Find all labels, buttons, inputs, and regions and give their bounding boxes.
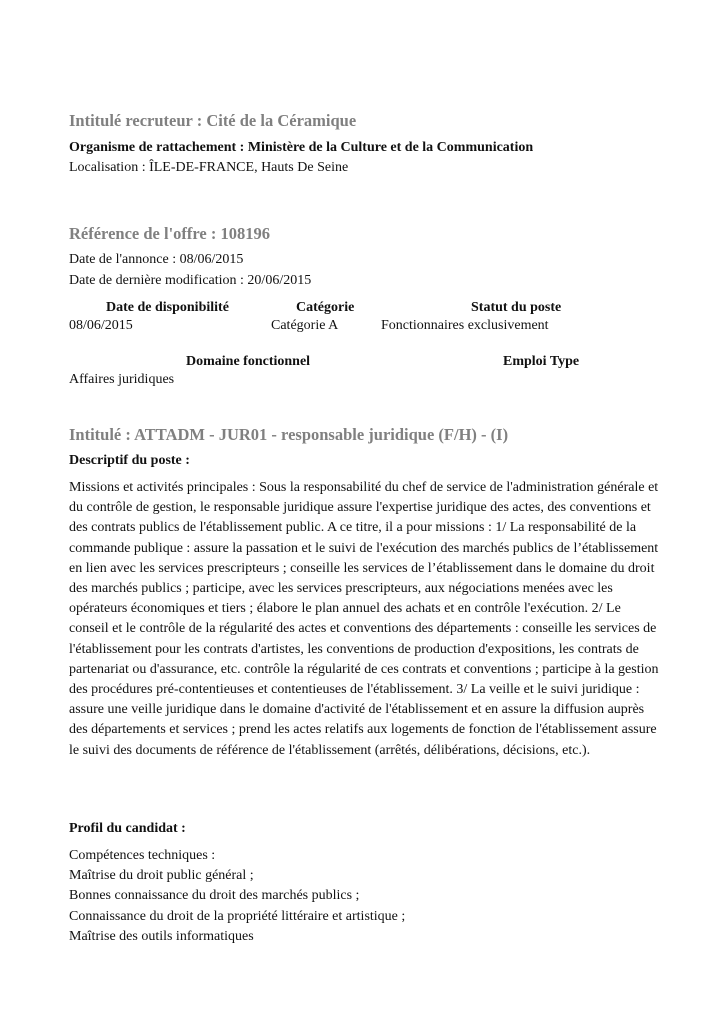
- date-annonce: Date de l'annonce : 08/06/2015: [69, 252, 244, 267]
- table-cell-domaine-fonctionnel: Affaires juridiques: [69, 372, 175, 387]
- localisation: Localisation : ÎLE-DE-FRANCE, Hauts De Seine: [69, 160, 349, 175]
- date-derniere-modification: Date de dernière modification : 20/06/2015: [69, 273, 312, 288]
- intitule-poste-title: Intitulé : ATTADM - JUR01 - responsable juridique (F/H) - (I): [69, 425, 509, 444]
- list-item: Bonnes connaissance du droit des marchés publics ;: [69, 888, 360, 904]
- table-cell-date-disponibilite: 08/06/2015: [69, 318, 133, 333]
- descriptif-text: Missions et activités principales : Sous la responsabilité du chef de service de l'administration générale et du contrôle de gestion, le responsable juridique assure l'expertise juridique des actes, des conventions et des contrats publics de l'établissement public. A ce titre, il a pour missions : 1/ La responsabilité de la commande publique : assure la passation et le suivi de l'exécution des marchés publics de l’établissement en lien avec les services prescripteurs ; conseille les services de l’établissement dans le domaine du droit des marchés publics ; participe, avec les services prescripteurs, aux négociations menées avec les opérateurs économiques et tiers ; élabore le plan annuel des achats et en contrôle l'exécution. 2/ Le conseil et le contrôle de la régularité des actes et conventions des départements : conseille les services de l'établissement pour les contrats d'artistes, les conventions de production d'expositions, les contrats de partenariat ou d'assurance, etc. contrôle la régularité de ces contrats et conventions ; participe à la gestion des procédures pré-contentieuses et contentieuses de l'établissement. 3/ La veille et le suivi juridique : assure une veille juridique dans le domaine d'activité de l'établissement et en assure la diffusion auprès des départements et services ; prend les actes relatifs aux logements de fonction de l'établissement assure le suivi des documents de référence de l'établissement (arrêtés, délibérations, décisions, etc.).: [69, 480, 659, 758]
- list-item: Connaissance du droit de la propriété littéraire et artistique ;: [69, 908, 406, 924]
- table-header-categorie: Catégorie: [296, 300, 355, 315]
- organisme-rattachement: Organisme de rattachement : Ministère de la Culture et de la Communication: [69, 140, 534, 155]
- table-cell-categorie: Catégorie A: [271, 318, 339, 333]
- profil-list: [69, 846, 405, 947]
- descriptif-label: Descriptif du poste :: [69, 453, 190, 468]
- table-header-statut-poste: Statut du poste: [471, 300, 562, 315]
- table-header-emploi-type: Emploi Type: [503, 354, 580, 369]
- table-header-domaine-fonctionnel: Domaine fonctionnel: [186, 354, 311, 369]
- table-cell-statut-poste: Fonctionnaires exclusivement: [381, 318, 549, 333]
- list-item: Maîtrise du droit public général ;: [69, 868, 254, 884]
- list-item: Maîtrise des outils informatiques: [69, 928, 254, 944]
- recruteur-title: Intitulé recruteur : Cité de la Céramique: [69, 111, 357, 130]
- table-header-date-disponibilite: Date de disponibilité: [106, 300, 229, 315]
- reference-offre-title: Référence de l'offre : 108196: [69, 224, 270, 243]
- list-item: Compétences techniques :: [69, 848, 216, 863]
- profil-label: Profil du candidat :: [69, 821, 186, 836]
